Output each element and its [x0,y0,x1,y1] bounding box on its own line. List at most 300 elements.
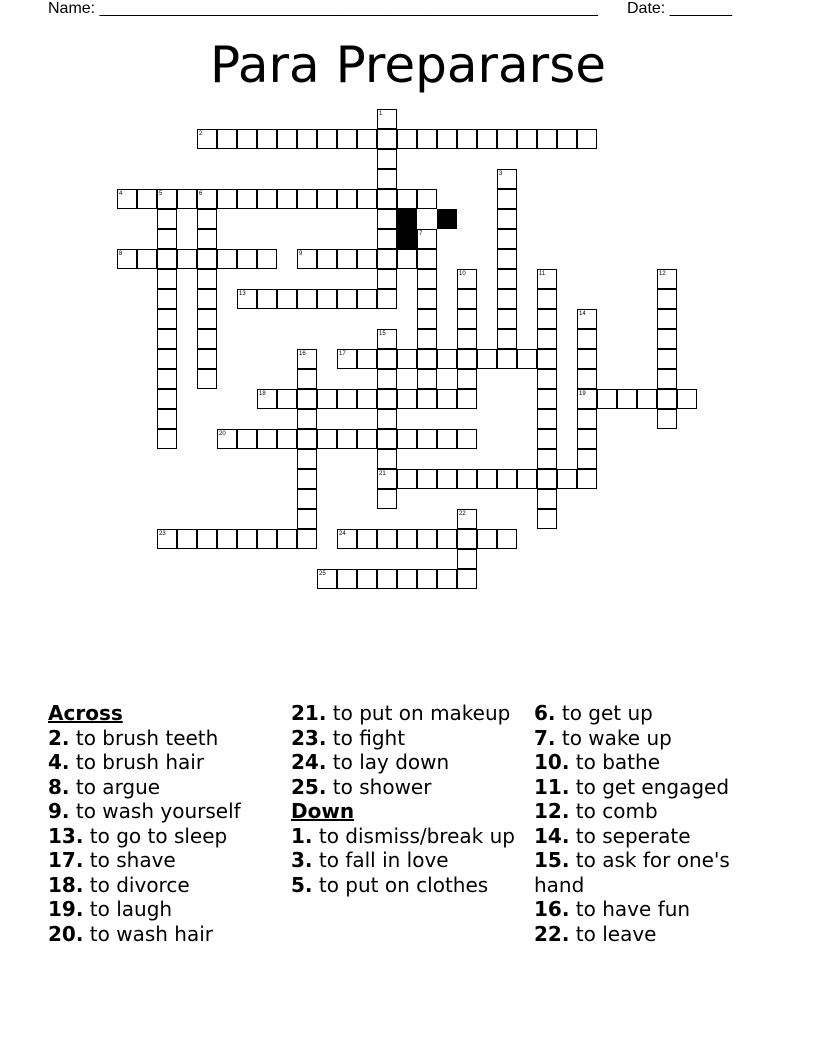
crossword-cell[interactable] [417,189,437,209]
crossword-cell[interactable] [157,209,177,229]
crossword-cell[interactable] [497,129,517,149]
crossword-cell[interactable] [297,189,317,209]
clue-item [291,701,531,726]
crossword-cell[interactable] [657,349,677,369]
crossword-cell[interactable] [157,289,177,309]
clue-item [48,775,288,800]
clue-item [291,775,531,800]
crossword-cell[interactable] [337,189,357,209]
clue-item-text: to wake up [555,725,672,750]
clue-item-text: to bathe [569,750,661,774]
clue-number: 12 [659,271,666,277]
crossword-cell[interactable] [197,309,217,329]
crossword-cell[interactable] [157,329,177,349]
crossword-cell[interactable] [237,189,257,209]
crossword-cell[interactable] [337,129,357,149]
crossword-cell[interactable] [277,429,297,449]
crossword-cell[interactable] [537,389,557,409]
clue-number: 14 [579,311,586,317]
crossword-cell[interactable] [457,389,477,409]
clue-item [534,824,774,849]
clue-number: 6 [199,191,203,197]
crossword-cell[interactable] [217,529,237,549]
page-title: Para Prepararse [209,36,607,94]
crossword-cell[interactable] [377,429,397,449]
crossword-cell[interactable] [417,529,437,549]
crossword-cell[interactable] [537,429,557,449]
crossword-cell[interactable] [257,129,277,149]
crossword-cell[interactable] [137,189,157,209]
crossword-cell[interactable] [157,249,177,269]
crossword-cell[interactable] [297,429,317,449]
clue-item-text: to wash yourself [69,799,241,823]
crossword-cell[interactable] [337,289,357,309]
clue-item-number: 23. [291,725,327,750]
crossword-cell[interactable] [537,309,557,329]
crossword-cell[interactable] [477,349,497,369]
clue-item-number: 10. [534,750,570,774]
crossword-cell[interactable] [457,469,477,489]
crossword-cell[interactable] [457,429,477,449]
crossword-cell[interactable] [357,289,377,309]
crossword-cell[interactable] [457,509,477,529]
crossword-cell[interactable] [577,409,597,429]
crossword-cell[interactable] [377,389,397,409]
crossword-cell[interactable] [237,429,257,449]
clue-item-text: to shave [83,848,176,872]
clue-number: 11 [539,271,546,277]
crossword-cell[interactable] [537,409,557,429]
clue-item-text: to fight [326,725,406,750]
crossword-cell[interactable] [377,129,397,149]
crossword-cell[interactable] [577,309,597,329]
crossword-cell[interactable] [497,289,517,309]
clue-item [534,799,774,824]
crossword-cell[interactable] [497,229,517,249]
crossword-cell[interactable] [217,249,237,269]
crossword-cell[interactable] [197,329,217,349]
crossword-cell[interactable] [297,389,317,409]
crossword-cell[interactable] [197,269,217,289]
crossword-cell[interactable] [417,329,437,349]
clue-item-text: to leave [569,921,657,946]
crossword-cell[interactable] [297,289,317,309]
crossword-cell[interactable] [457,309,477,329]
crossword-cell[interactable] [657,389,677,409]
crossword-cell[interactable] [597,389,617,409]
clue-item [48,750,288,775]
crossword-cell[interactable] [157,429,177,449]
crossword-cell[interactable] [317,289,337,309]
clue-item [48,922,288,947]
crossword-cell[interactable] [297,529,317,549]
clue-item [48,726,288,751]
crossword-cell[interactable] [157,389,177,409]
clue-number: 3 [499,171,503,177]
crossword-cell[interactable] [397,349,417,369]
crossword-cell[interactable] [337,429,357,449]
crossword-cell[interactable] [237,529,257,549]
crossword-cell[interactable] [297,349,317,369]
crossword-cell[interactable] [377,349,397,369]
crossword-cell[interactable] [457,349,477,369]
clue-item-text: to seperate [569,823,691,848]
clue-number: 17 [339,351,346,357]
crossword-cell[interactable] [577,389,597,409]
crossword-cell[interactable] [397,389,417,409]
clue-item [291,824,531,849]
crossword-cell[interactable] [197,529,217,549]
clue-item-number: 20. [48,921,84,946]
crossword-cell[interactable] [357,529,377,549]
clue-number: 22 [459,511,466,517]
clue-item [48,848,288,873]
crossword-cell[interactable] [417,289,437,309]
crossword-cell[interactable] [317,129,337,149]
crossword-cell[interactable] [477,129,497,149]
crossword-cell[interactable] [517,129,537,149]
crossword-cell[interactable] [357,389,377,409]
crossword-cell[interactable] [657,329,677,349]
clue-item-text: to comb [569,799,658,823]
crossword-cell[interactable] [277,129,297,149]
clues-column-2 [291,701,531,897]
crossword-cell[interactable] [537,509,557,529]
crossword-cell[interactable] [657,269,677,289]
crossword-cell[interactable] [157,189,177,209]
crossword-cell[interactable] [417,389,437,409]
crossword-cell[interactable] [257,529,277,549]
crossword-cell[interactable] [517,469,537,489]
crossword-black-cell [397,209,417,229]
crossword-cell[interactable] [417,429,437,449]
crossword-cell[interactable] [377,569,397,589]
crossword-cell[interactable] [297,469,317,489]
crossword-cell[interactable] [377,209,397,229]
crossword-cell[interactable] [537,349,557,369]
crossword-cell[interactable] [377,289,397,309]
crossword-cell[interactable] [557,469,577,489]
crossword-cell[interactable] [457,529,477,549]
crossword-cell[interactable] [237,289,257,309]
crossword-cell[interactable] [197,289,217,309]
clue-item-number: 11. [534,774,570,799]
crossword-cell[interactable] [437,429,457,449]
crossword-cell[interactable] [417,129,437,149]
name-field-label: Name: ________________________________________________________ [48,0,598,17]
crossword-cell[interactable] [197,209,217,229]
clue-item [48,799,288,824]
crossword-cell[interactable] [537,329,557,349]
crossword-cell[interactable] [177,249,197,269]
crossword-cell[interactable] [437,529,457,549]
crossword-cell[interactable] [157,409,177,429]
crossword-cell[interactable] [577,369,597,389]
crossword-cell[interactable] [377,489,397,509]
across-heading: Across [48,701,123,725]
crossword-cell[interactable] [657,369,677,389]
clue-item-text: to ask for one's hand [534,848,730,897]
crossword-cell[interactable] [417,229,437,249]
clue-item-number: 3. [291,848,313,872]
crossword-cell[interactable] [157,229,177,249]
clue-item-text: to put on clothes [312,872,489,897]
clue-item-text: to laugh [83,897,173,921]
crossword-cell[interactable] [417,569,437,589]
crossword-cell[interactable] [537,269,557,289]
clue-number: 15 [379,331,386,337]
crossword-cell[interactable] [337,349,357,369]
crossword-cell[interactable] [437,129,457,149]
crossword-cell[interactable] [577,449,597,469]
crossword-cell[interactable] [417,309,437,329]
crossword-cell[interactable] [657,289,677,309]
crossword-cell[interactable] [477,529,497,549]
crossword-cell[interactable] [457,569,477,589]
crossword-cell[interactable] [497,529,517,549]
clue-item [534,701,774,726]
crossword-cell[interactable] [397,469,417,489]
crossword-cell[interactable] [457,289,477,309]
crossword-cell[interactable] [377,249,397,269]
crossword-cell[interactable] [457,269,477,289]
crossword-cell[interactable] [117,249,137,269]
crossword-cell[interactable] [377,409,397,429]
clue-item-number: 18. [48,872,84,897]
crossword-cell[interactable] [217,429,237,449]
crossword-cell[interactable] [317,389,337,409]
crossword-cell[interactable] [537,469,557,489]
crossword-cell[interactable] [257,189,277,209]
crossword-cell[interactable] [417,349,437,369]
clue-number: 21 [379,471,386,477]
crossword-cell[interactable] [237,129,257,149]
clue-item [291,750,531,775]
crossword-cell[interactable] [277,189,297,209]
crossword-cell[interactable] [497,169,517,189]
crossword-cell[interactable] [197,189,217,209]
crossword-cell[interactable] [457,329,477,349]
clue-item-number: 17. [48,848,84,872]
clue-item-text: to go to sleep [83,823,228,848]
crossword-cell[interactable] [297,449,317,469]
crossword-cell[interactable] [277,529,297,549]
crossword-cell[interactable] [197,369,217,389]
crossword-cell[interactable] [117,189,137,209]
clue-item-text: to wash hair [83,921,214,946]
crossword-cell[interactable] [457,369,477,389]
crossword-cell[interactable] [477,469,497,489]
crossword-cell[interactable] [297,409,317,429]
crossword-cell[interactable] [337,389,357,409]
crossword-cell[interactable] [617,389,637,409]
crossword-cell[interactable] [377,169,397,189]
crossword-cell[interactable] [397,129,417,149]
crossword-cell[interactable] [557,129,577,149]
crossword-cell[interactable] [337,529,357,549]
crossword-cell[interactable] [157,369,177,389]
clue-number: 10 [459,271,466,277]
clue-item [48,873,288,898]
clue-item-text: to get up [555,701,653,725]
crossword-cell[interactable] [497,469,517,489]
clues-column-1 [48,701,288,946]
crossword-cell[interactable] [257,389,277,409]
crossword-cell[interactable] [297,249,317,269]
crossword-cell[interactable] [417,469,437,489]
crossword-cell[interactable] [157,269,177,289]
clue-number: 9 [299,251,303,257]
crossword-cell[interactable] [297,509,317,529]
crossword-cell[interactable] [577,349,597,369]
clue-item-number: 6. [534,701,556,725]
crossword-cell[interactable] [197,129,217,149]
crossword-cell[interactable] [277,289,297,309]
crossword-cell[interactable] [577,129,597,149]
crossword-cell[interactable] [497,209,517,229]
crossword-cell[interactable] [657,309,677,329]
crossword-cell[interactable] [397,429,417,449]
crossword-cell[interactable] [257,249,277,269]
clue-number: 20 [219,431,226,437]
crossword-cell[interactable] [497,189,517,209]
crossword-black-cell [437,209,457,229]
crossword-cell[interactable] [577,429,597,449]
crossword-cell[interactable] [497,309,517,329]
clue-number: 2 [199,131,203,137]
crossword-cell[interactable] [357,349,377,369]
crossword-cell[interactable] [317,189,337,209]
crossword-cell[interactable] [437,389,457,409]
clue-item [534,848,774,897]
clue-item-text: to shower [326,774,432,799]
crossword-cell[interactable] [537,289,557,309]
crossword-cell[interactable] [377,229,397,249]
clue-item-number: 16. [534,897,570,921]
crossword-cell[interactable] [197,249,217,269]
crossword-cell[interactable] [377,469,397,489]
crossword-cell[interactable] [177,529,197,549]
crossword-cell[interactable] [537,369,557,389]
crossword-cell[interactable] [497,329,517,349]
crossword-cell[interactable] [457,129,477,149]
crossword-cell[interactable] [417,269,437,289]
crossword-cell[interactable] [397,569,417,589]
clue-item-text: to have fun [569,897,691,921]
crossword-cell[interactable] [377,529,397,549]
crossword-cell[interactable] [197,229,217,249]
crossword-cell[interactable] [377,189,397,209]
crossword-cell[interactable] [357,129,377,149]
clue-item-number: 4. [48,750,70,774]
crossword-cell[interactable] [497,269,517,289]
crossword-cell[interactable] [537,449,557,469]
crossword-cell[interactable] [317,429,337,449]
crossword-cell[interactable] [197,349,217,369]
clue-item [534,922,774,947]
crossword-cell[interactable] [677,389,697,409]
crossword-cell[interactable] [297,489,317,509]
crossword-cell[interactable] [357,569,377,589]
clue-number: 19 [579,391,586,397]
crossword-cell[interactable] [537,129,557,149]
crossword-cell[interactable] [137,249,157,269]
crossword-cell[interactable] [157,349,177,369]
crossword-cell[interactable] [637,389,657,409]
crossword-cell[interactable] [437,349,457,369]
crossword-cell[interactable] [217,129,237,149]
crossword-cell[interactable] [257,289,277,309]
crossword-cell[interactable] [337,569,357,589]
crossword-cell[interactable] [397,189,417,209]
crossword-cell[interactable] [417,369,437,389]
crossword-cell[interactable] [417,249,437,269]
crossword-cell[interactable] [517,349,537,369]
clue-item-number: 25. [291,774,327,799]
clue-item-number: 8. [48,774,70,799]
clue-number: 1 [379,111,383,117]
crossword-cell[interactable] [157,529,177,549]
clue-item-number: 1. [291,823,313,848]
crossword-cell[interactable] [657,409,677,429]
crossword-cell[interactable] [457,549,477,569]
crossword-cell[interactable] [377,269,397,289]
crossword-cell[interactable] [377,149,397,169]
crossword-cell[interactable] [577,469,597,489]
crossword-cell[interactable] [337,249,357,269]
crossword-cell[interactable] [437,569,457,589]
clue-item-text: to brush teeth [69,725,219,750]
crossword-cell[interactable] [497,349,517,369]
clue-item-number: 21. [291,701,327,725]
crossword-cell[interactable] [297,369,317,389]
crossword-cell[interactable] [537,489,557,509]
crossword-cell[interactable] [277,389,297,409]
crossword-cell[interactable] [317,249,337,269]
clue-item-number: 14. [534,823,570,848]
crossword-cell[interactable] [357,429,377,449]
crossword-cell[interactable] [237,249,257,269]
clue-item-text: to get engaged [569,774,730,799]
crossword-cell[interactable] [397,529,417,549]
down-heading: Down [291,799,355,823]
crossword-cell[interactable] [377,109,397,129]
crossword-cell[interactable] [217,189,237,209]
crossword-cell[interactable] [377,369,397,389]
clue-item-number: 7. [534,725,556,750]
clue-number: 18 [259,391,266,397]
clue-item [534,750,774,775]
crossword-cell[interactable] [577,329,597,349]
clue-number: 7 [419,231,423,237]
crossword-cell[interactable] [437,469,457,489]
crossword-cell[interactable] [357,189,377,209]
crossword-cell[interactable] [497,249,517,269]
crossword-cell[interactable] [377,329,397,349]
crossword-cell[interactable] [157,309,177,329]
crossword-cell[interactable] [397,249,417,269]
crossword-cell[interactable] [297,129,317,149]
clue-item-number: 9. [48,799,70,823]
crossword-cell[interactable] [357,249,377,269]
crossword-cell[interactable] [317,569,337,589]
crossword-cell[interactable] [377,449,397,469]
clue-item-text: to brush hair [69,750,205,774]
clue-number: 25 [319,571,326,577]
crossword-cell[interactable] [257,429,277,449]
crossword-cell[interactable] [177,189,197,209]
clue-item-text: to put on makeup [326,701,511,725]
